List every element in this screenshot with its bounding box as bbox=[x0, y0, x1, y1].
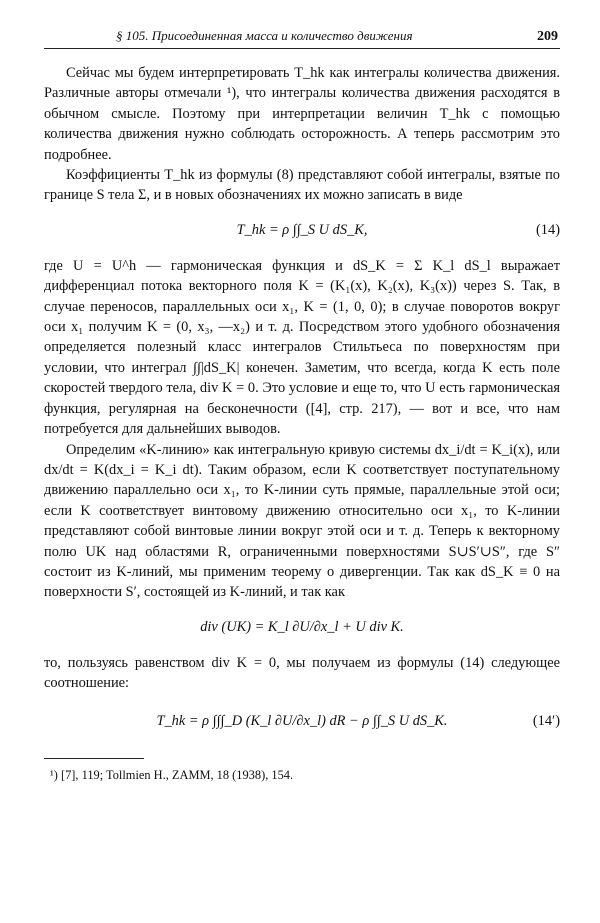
equation-14-prime bbox=[44, 698, 560, 744]
page bbox=[44, 28, 560, 783]
footnote: ¹) [7], 119; Tollmien H., ZAMM, 18 (1938), 154. bbox=[50, 767, 294, 782]
equation-14 bbox=[44, 210, 560, 250]
equation-div bbox=[44, 607, 560, 647]
equation-14-body: T_hk = ρ ∫∫_S U dS_K, bbox=[236, 221, 368, 238]
equation-14-prime-body: T_hk = ρ ∫∫∫_D (K_l ∂U/∂x_l) dR − ρ ∫∫_S U dS_K. bbox=[156, 712, 448, 729]
equation-14-label: (14) bbox=[536, 221, 560, 238]
paragraph-4: Определим «K-линию» как интегральную кривую системы dx_i/dt = K_i(x), или dx/dt = K(dx_i = K_i dt). Таким образом, если K соответствует поступательному движению параллельно оси x₁, то K-линии суть прямые, параллельные этой оси; если K соответствует винтовому движению относительно оси x₁, то K-линии представляют собой винтовые линии вокруг этой оси и т. д. Теперь к векторному полю UK над областями R, ограниченными поверхностями S∪S′∪S″, где S″ состоит из K-линий, мы применим теорему о дивергенции. Так как dS_K ≡ 0 на поверхности S′, состоящей из K-линий, и так как bbox=[44, 441, 560, 601]
equation-14-prime-label: (14′) bbox=[532, 712, 560, 729]
page-number: 209 bbox=[537, 29, 558, 44]
equation-div-body: div (UK) = K_l ∂U/∂x_l + U div K. bbox=[200, 618, 404, 635]
paragraph-2: Коэффициенты T_hk из формулы (8) представляют собой интегралы, взятые по границе S тела Σ, и в новых обозначениях их можно записать в виде bbox=[44, 167, 560, 204]
paragraph-5: то, пользуясь равенством div K = 0, мы получаем из формулы (14) следующее соотношение: bbox=[44, 654, 560, 692]
running-title: § 105. Присоединенная масса и количество движения bbox=[116, 28, 413, 43]
footnote-rule bbox=[44, 758, 144, 759]
paragraph-1: Сейчас мы будем интерпретировать T_hk как интегралы количества движения. Различные авторы отмечали ¹), что интегралы количества движения расходятся в обычном смысле. Поэтому при интерпретации величин T_hk с помощью количества движения нужно соблюдать осторожность. А теперь рассмотрим это подробнее. bbox=[44, 65, 560, 163]
page-body bbox=[44, 63, 560, 744]
running-header bbox=[44, 28, 560, 49]
paragraph-3: где U = U^h — гармоническая функция и dS_K = Σ K_l dS_l выражает дифференциал потока векторного поля K = (K₁(x), K₂(x), K₃(x)) через S. Так, в случае переносов, параллельных оси x₁, K = (1, 0, 0); в случае поворотов вокруг оси x₁ получим K = (0, x₃, —x₂) и т. д. Посредством этого удобного обозначения определяется полезный класс интегралов Стильтьеса по поверхностям при условии, что интеграл ∫∫|dS_K| конечен. Заметим, что всегда, когда K есть поле скоростей твердого тела, div K = 0. Это условие и еще то, что U есть гармоническая функция, регулярная на бесконечности ([4], стр. 217), — вот и все, что нам потребуется для дальнейших выводов. bbox=[44, 257, 560, 438]
